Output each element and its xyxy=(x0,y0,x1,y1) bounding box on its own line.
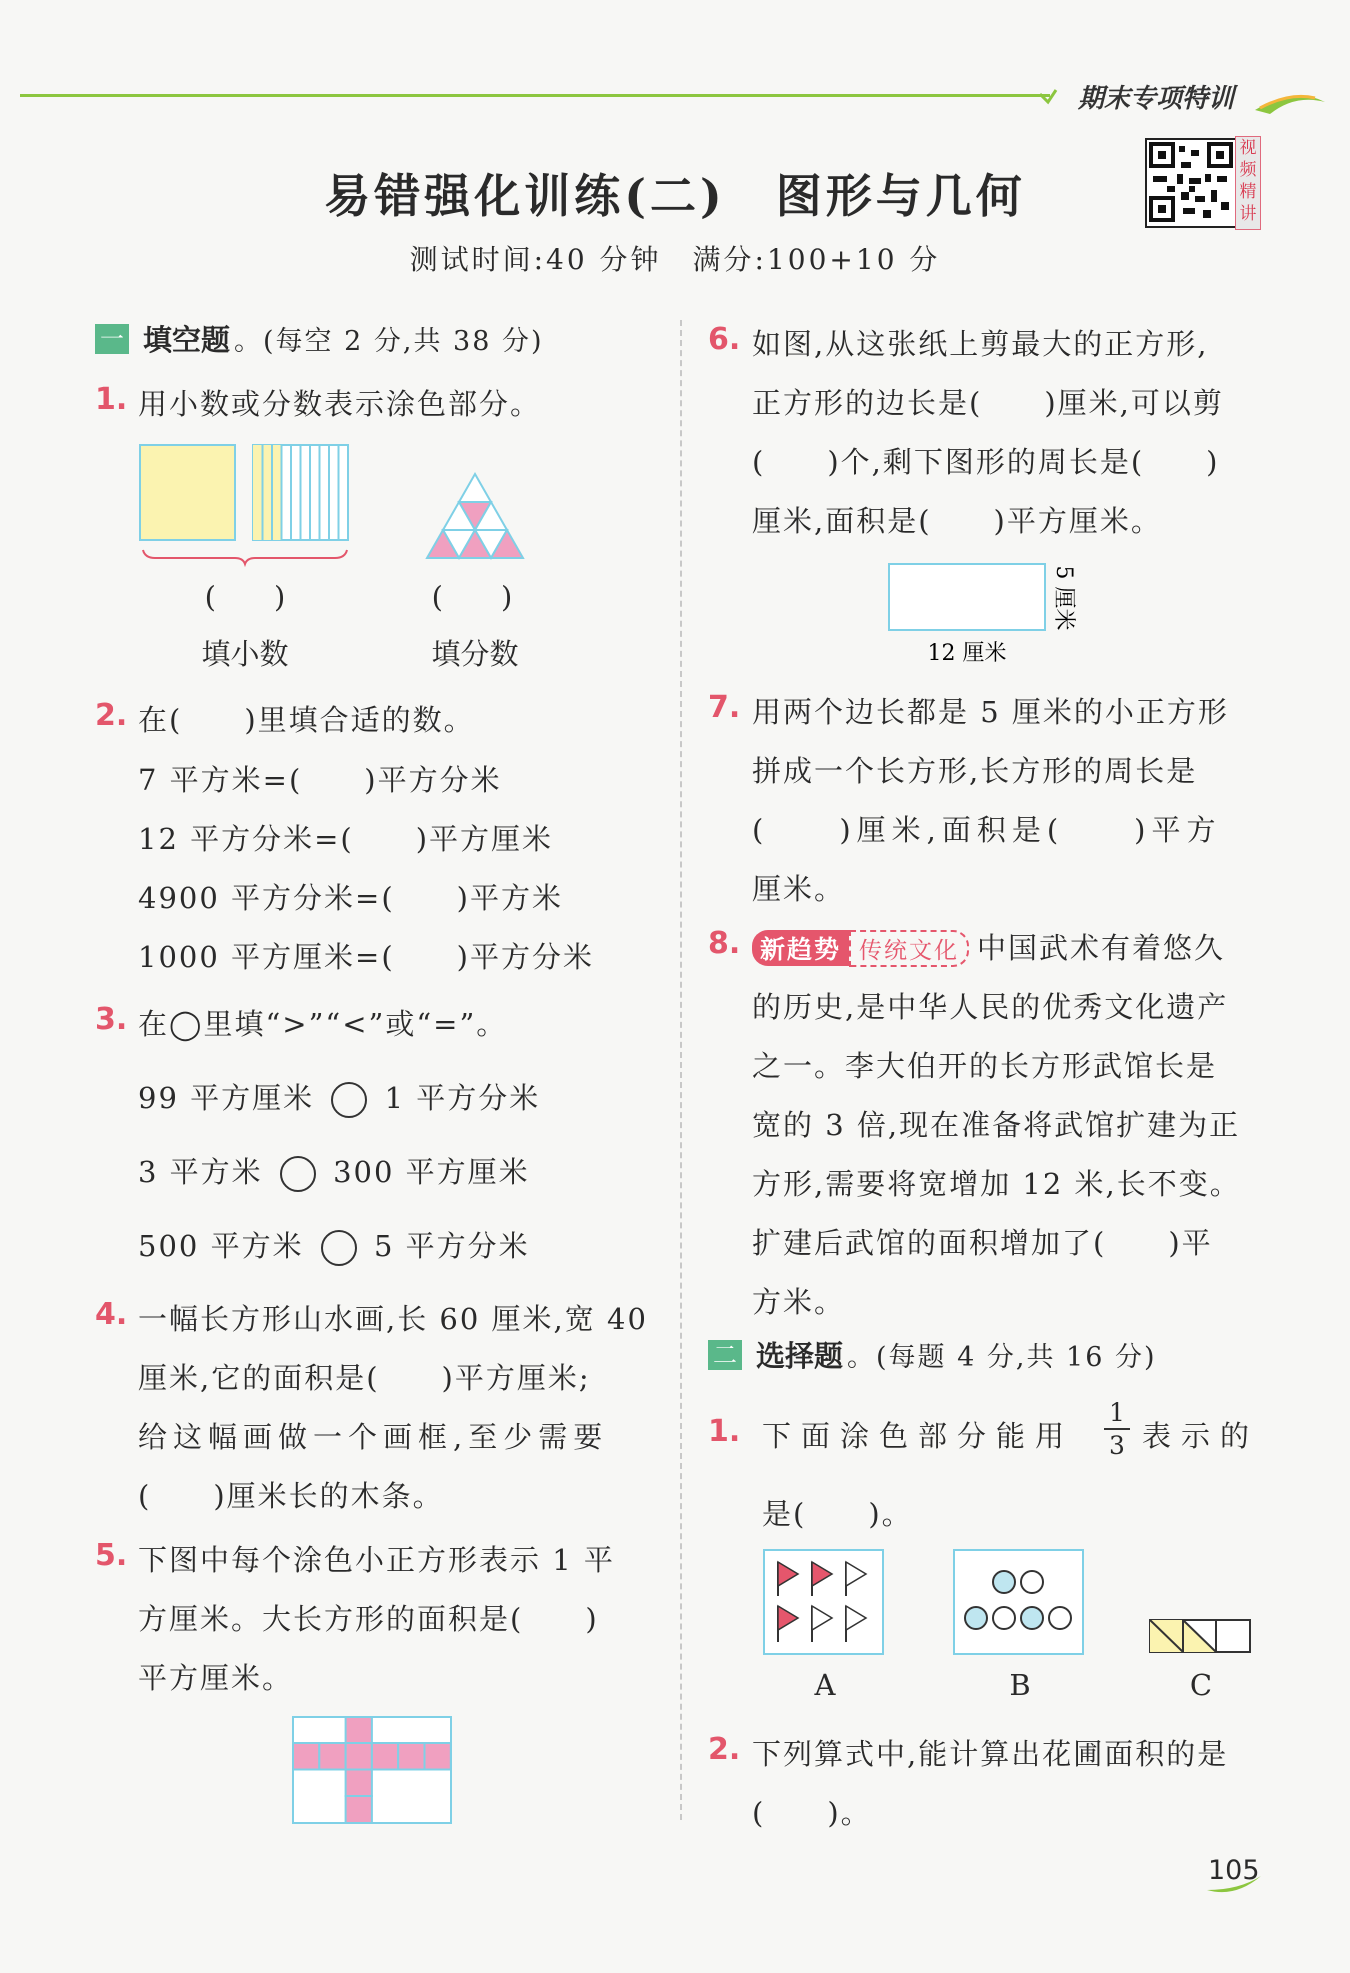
qr-side-char: 频 xyxy=(1239,160,1257,180)
compare-circle-input[interactable] xyxy=(331,1082,367,1118)
compare-left: 500 平方米 xyxy=(138,1229,304,1263)
header-rule xyxy=(20,94,1050,97)
fraction xyxy=(1104,1398,1130,1460)
qr-side-char: 视 xyxy=(1239,138,1257,158)
qr-side-char: 讲 xyxy=(1239,204,1257,224)
question-line: 12 平方分米=( )平方厘米 xyxy=(138,822,554,856)
section-badge: 二 xyxy=(708,1340,742,1370)
question-line: 如图,从这张纸上剪最大的正方形, xyxy=(752,327,1209,361)
fraction-numerator: 1 xyxy=(1109,1398,1125,1427)
fraction-triangle-figure xyxy=(420,470,530,570)
question-number: 8. xyxy=(708,926,741,961)
question-line: 给这幅画做一个画框,至少需要 xyxy=(138,1420,609,1454)
compare-left: 3 平方米 xyxy=(138,1155,263,1189)
section-note: 。(每题 4 分,共 16 分) xyxy=(847,1342,1157,1373)
question-line: 4900 平方分米=( )平方米 xyxy=(138,881,563,915)
paper-rectangle-figure xyxy=(885,560,1085,670)
section-fill-in-header xyxy=(95,318,544,359)
question-text: 中国武术有着悠久 xyxy=(977,931,1226,965)
compare-right: 300 平方厘米 xyxy=(333,1155,530,1189)
option-label[interactable]: B xyxy=(1009,1668,1031,1702)
question-line: 方厘米。大长方形的面积是( ) xyxy=(138,1602,599,1636)
compare-left: 99 平方厘米 xyxy=(138,1081,315,1115)
rectangle-width-label: 12 厘米 xyxy=(927,641,1007,666)
question-line: 7 平方米=( )平方分米 xyxy=(138,763,502,797)
question-line: 用两个边长都是 5 厘米的小正方形 xyxy=(752,695,1229,729)
option-label[interactable]: A xyxy=(814,1668,836,1702)
question-number: 4. xyxy=(95,1297,128,1332)
question-line: 厘米。 xyxy=(752,872,846,906)
question-line: 正方形的边长是( )厘米,可以剪 xyxy=(752,386,1224,420)
question-number: 3. xyxy=(95,1002,128,1037)
section-label: 选择题 xyxy=(756,1339,844,1373)
question-number: 6. xyxy=(708,322,741,357)
question-line: 厘米,它的面积是( )平方厘米; xyxy=(138,1361,591,1395)
question-line: ( )厘米长的木条。 xyxy=(138,1479,444,1513)
cross-area-figure xyxy=(292,1716,454,1826)
question-line: ( )。 xyxy=(752,1796,872,1830)
question-line: 平方厘米。 xyxy=(138,1661,294,1695)
option-c-strip-figure[interactable] xyxy=(1148,1618,1254,1658)
question-line: 拼成一个长方形,长方形的周长是 xyxy=(752,754,1198,788)
decimal-figure xyxy=(135,440,365,570)
question-text: 在◯里填“>”“<”或“=”。 xyxy=(138,1007,508,1041)
culture-tag: 传统文化 xyxy=(849,930,969,967)
section-label: 填空题 xyxy=(143,323,231,357)
figure-caption: 填小数 xyxy=(201,637,289,671)
figure-caption: 填分数 xyxy=(431,637,519,671)
compare-circle-input[interactable] xyxy=(321,1230,357,1266)
header-tag: 期末专项特训 xyxy=(1078,84,1235,114)
compare-right: 5 平方分米 xyxy=(374,1229,530,1263)
question-text: 表示的 xyxy=(1142,1419,1260,1453)
column-divider xyxy=(680,320,682,1820)
compare-row xyxy=(138,1150,530,1192)
question-number: 7. xyxy=(708,690,741,725)
page-number: 105 xyxy=(1208,1855,1260,1886)
section-choice-header xyxy=(708,1334,1157,1375)
page-title: 易错强化训练(二) 图形与几何 xyxy=(324,169,1026,223)
question-number: 1. xyxy=(708,1414,741,1449)
page-subtitle: 测试时间:40 分钟 满分:100+10 分 xyxy=(409,243,941,276)
question-text: 下面涂色部分能用 xyxy=(762,1419,1075,1453)
question-line: 下图中每个涂色小正方形表示 1 平 xyxy=(138,1543,615,1577)
answer-blank[interactable]: ( ) xyxy=(431,580,513,614)
compare-right: 1 平方分米 xyxy=(384,1081,541,1115)
answer-blank[interactable]: ( ) xyxy=(204,580,286,614)
question-number: 1. xyxy=(95,382,128,417)
question-line: ( )个,剩下图形的周长是( ) xyxy=(752,445,1220,479)
compare-circle-input[interactable] xyxy=(280,1156,316,1192)
question-text: 用小数或分数表示涂色部分。 xyxy=(138,387,542,421)
question-line-tagged xyxy=(752,926,1225,967)
question-line: 厘米,面积是( )平方厘米。 xyxy=(752,504,1162,538)
question-line: 方米。 xyxy=(752,1285,846,1319)
question-text: 在( )里填合适的数。 xyxy=(138,703,475,737)
question-line: 之一。李大伯开的长方形武馆长是 xyxy=(752,1049,1218,1083)
qr-side-char: 精 xyxy=(1239,182,1257,202)
question-line: 1000 平方厘米=( )平方分米 xyxy=(138,940,594,974)
section-badge: 一 xyxy=(95,324,129,354)
question-line: ( )厘米,面积是( )平方 xyxy=(752,813,1222,847)
question-line: 宽的 3 倍,现在准备将武馆扩建为正 xyxy=(752,1108,1241,1142)
question-number: 2. xyxy=(95,698,128,733)
rectangle-height-label: 5 厘米 xyxy=(1051,565,1076,631)
option-a-flags-figure[interactable] xyxy=(762,1548,887,1658)
fraction-bar xyxy=(1104,1428,1130,1430)
question-line: 一幅长方形山水画,长 60 厘米,宽 40 xyxy=(138,1302,648,1336)
question-line: 的历史,是中华人民的优秀文化遗产 xyxy=(752,990,1229,1024)
question-number: 5. xyxy=(95,1538,128,1573)
compare-row xyxy=(138,1224,530,1266)
trend-tag: 新趋势 xyxy=(752,930,849,966)
compare-row xyxy=(138,1076,540,1118)
question-line: 下列算式中,能计算出花圃面积的是 xyxy=(752,1737,1229,1771)
option-label[interactable]: C xyxy=(1189,1668,1213,1702)
page-swoosh-icon xyxy=(1205,1872,1265,1896)
question-line: 是( )。 xyxy=(762,1497,913,1531)
question-number: 2. xyxy=(708,1732,741,1767)
fraction-denominator: 3 xyxy=(1109,1431,1125,1460)
question-line: 方形,需要将宽增加 12 米,长不变。 xyxy=(752,1167,1241,1201)
option-b-circles-figure[interactable] xyxy=(952,1548,1087,1658)
question-line: 扩建后武馆的面积增加了( )平 xyxy=(752,1226,1213,1260)
section-note: 。(每空 2 分,共 38 分) xyxy=(234,326,544,357)
